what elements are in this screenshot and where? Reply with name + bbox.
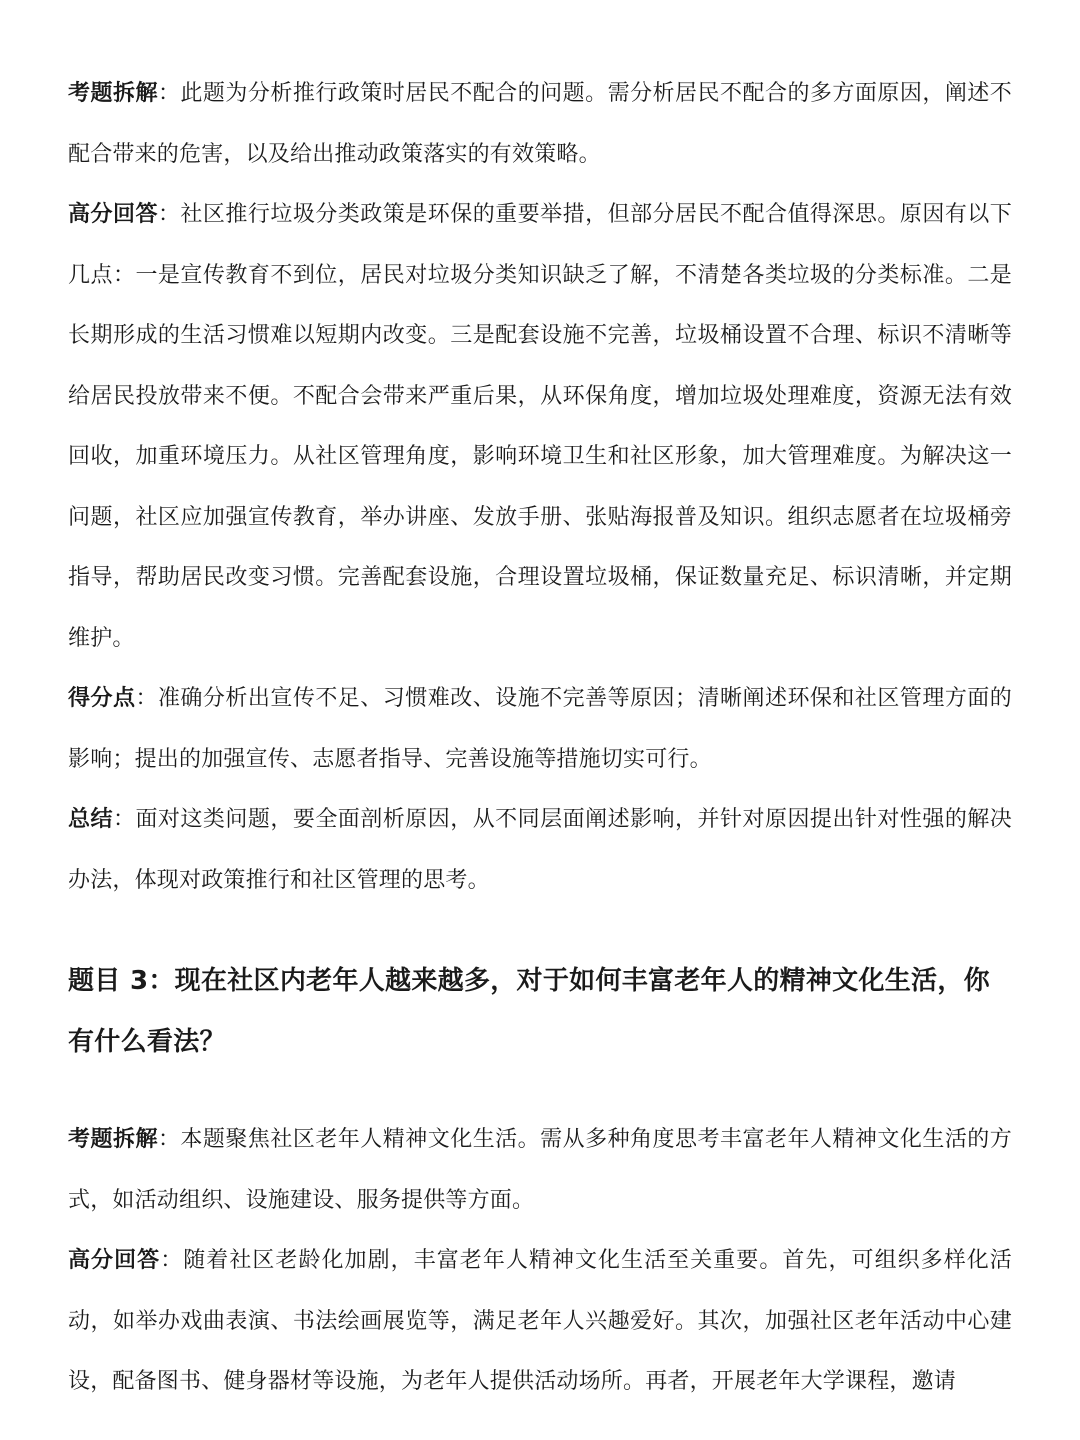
- answer-text: 社区推行垃圾分类政策是环保的重要举措，但部分居民不配合值得深思。原因有以下几点：一是宣传教育不到位，居民对垃圾分类知识缺乏了解，不清楚各类垃圾的分类标准。二是长期形成的生活习惯难以短期内改变。三是配套设施不完善，垃圾桶设置不合理、标识不清晰等给居民投放带来不便。不配合会带来严重后果，从环保角度，增加垃圾处理难度，资源无法有效回收，加重环境压力。从社区管理角度，影响环境卫生和社区形象，加大管理难度。为解决这一问题，社区应加强宣传教育，举办讲座、发放手册、张贴海报普及知识。组织志愿者在垃圾桶旁指导，帮助居民改变习惯。完善配套设施，合理设置垃圾桶，保证数量充足、标识清晰，并定期维护。: [68, 202, 1012, 651]
- label-separator: ：: [157, 1127, 181, 1152]
- answer-paragraph: [68, 185, 1012, 669]
- scoring-text: 准确分析出宣传不足、习惯难改、设施不完善等原因；清晰阐述环保和社区管理方面的影响；提出的加强宣传、志愿者指导、完善设施等措施切实可行。: [68, 686, 1012, 772]
- scoring-paragraph: [68, 669, 1012, 790]
- answer-text: 随着社区老龄化加剧，丰富老年人精神文化生活至关重要。首先，可组织多样化活动，如举办戏曲表演、书法绘画展览等，满足老年人兴趣爱好。其次，加强社区老年活动中心建设，配备图书、健身器材等设施，为老年人提供活动场所。再者，开展老年大学课程，邀请: [68, 1248, 1012, 1394]
- label-separator: ：: [157, 81, 181, 106]
- summary-label: 总结: [68, 807, 113, 832]
- answer-label: 高分回答: [68, 202, 158, 227]
- label-separator: ：: [157, 202, 181, 227]
- label-separator: ：: [112, 807, 136, 832]
- question-3-heading: 题目 3：现在社区内老年人越来越多，对于如何丰富老年人的精神文化生活，你有什么看法？: [68, 966, 990, 1057]
- analysis-paragraph: [68, 64, 1012, 185]
- analysis-text: 此题为分析推行政策时居民不配合的问题。需分析居民不配合的多方面原因，阐述不配合带来的危害，以及给出推动政策落实的有效策略。: [68, 81, 1012, 167]
- analysis-text: 本题聚焦社区老年人精神文化生活。需从多种角度思考丰富老年人精神文化生活的方式，如活动组织、设施建设、服务提供等方面。: [68, 1127, 1012, 1213]
- analysis-label: 考题拆解: [68, 1127, 158, 1152]
- summary-text: 面对这类问题，要全面剖析原因，从不同层面阐述影响，并针对原因提出针对性强的解决办法，体现对政策推行和社区管理的思考。: [68, 807, 1012, 893]
- analysis-paragraph-q3: [68, 1110, 1012, 1231]
- analysis-label: 考题拆解: [68, 81, 158, 106]
- label-separator: ：: [160, 1248, 184, 1273]
- answer-label: 高分回答: [68, 1248, 161, 1273]
- answer-paragraph-q3: [68, 1231, 1012, 1413]
- scoring-label: 得分点: [68, 686, 136, 711]
- summary-paragraph: [68, 790, 1012, 911]
- label-separator: ：: [135, 686, 158, 711]
